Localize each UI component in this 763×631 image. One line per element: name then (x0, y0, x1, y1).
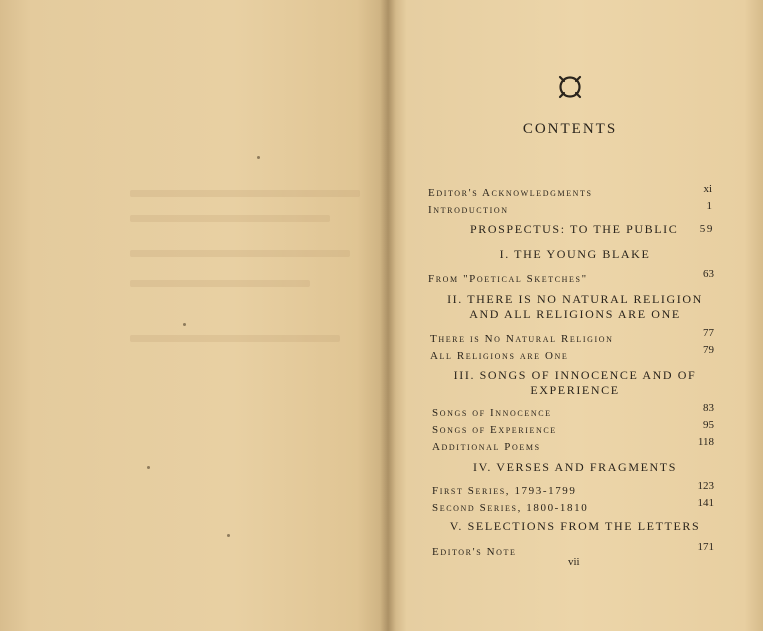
paper-speck (183, 323, 186, 326)
paper-speck (147, 466, 150, 469)
show-through-text (130, 335, 340, 342)
circle-ornament-icon (556, 73, 584, 101)
section-heading: I. THE YOUNG BLAKE (499, 247, 651, 261)
section-heading: IV. VERSES AND FRAGMENTS (473, 460, 677, 474)
show-through-text (130, 215, 330, 222)
book-gutter (380, 0, 396, 631)
paper-speck (257, 156, 260, 159)
section-heading: II. THERE IS NO NATURAL RELIGION AND ALL RELIGIONS ARE ONE (447, 292, 703, 321)
show-through-text (130, 250, 350, 257)
paper-speck (227, 534, 230, 537)
show-through-text (130, 280, 310, 287)
section-heading: III. SONGS OF INNOCENCE AND OF EXPERIENCE (453, 368, 697, 397)
show-through-text (130, 190, 360, 197)
page-folio: vii (568, 556, 580, 568)
contents-heading: CONTENTS (522, 121, 618, 137)
section-heading: V. SELECTIONS FROM THE LETTERS (449, 519, 701, 533)
